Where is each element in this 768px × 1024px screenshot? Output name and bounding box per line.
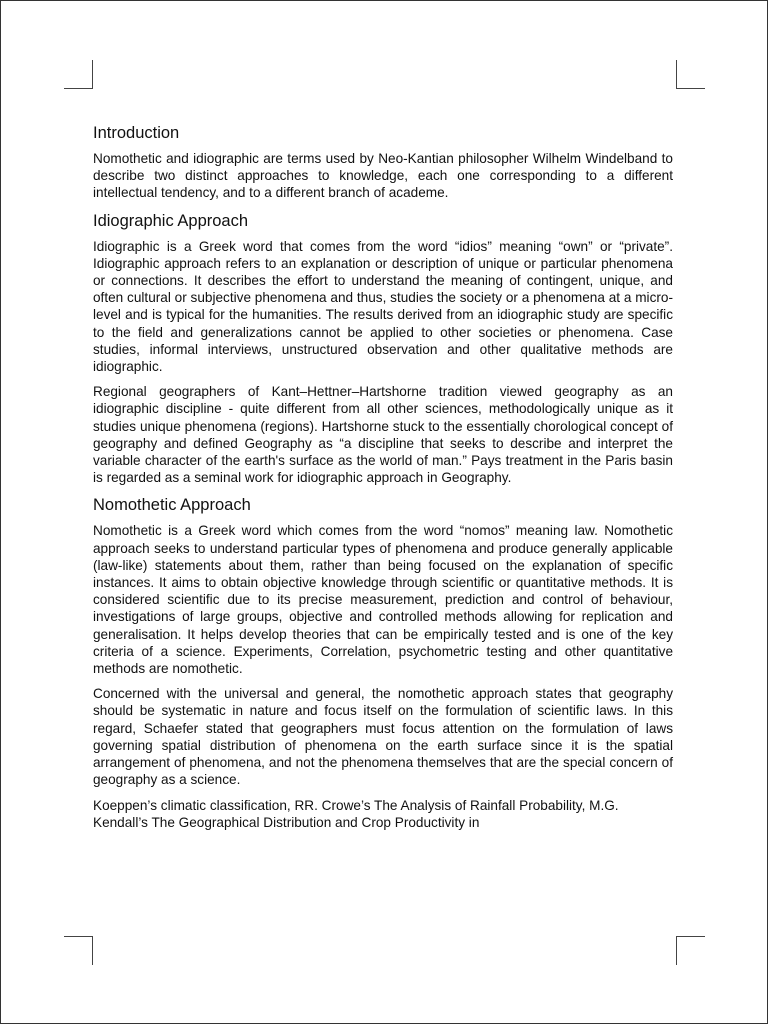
crop-mark-top-right [676, 60, 705, 89]
paragraph: Nomothetic is a Greek word which comes from the word “nomos” meaning law. Nomothetic approach seeks to understand particular types of phenomena and produce generally applicable (law-like) statements about them, rather than being focused on the explanation of specific instances. It aims to obtain objective knowledge through scientific or quantitative methods. It is considered scientific due to its precise measurement, prediction and control of behaviour, investigations of large groups, objective and controlled methods allowing for replication and generalisation. It helps develop theories that can be empirically tested and is one of the key criteria of a science. Experiments, Correlation, psychometric testing and other quantitative methods are nomothetic. [93, 523, 673, 677]
document-body [93, 122, 673, 839]
paragraph: Nomothetic and idiographic are terms used by Neo-Kantian philosopher Wilhelm Windelband to describe two distinct approaches to knowledge, each one corresponding to a different intellectual tendency, and to a different branch of academe. [93, 151, 673, 201]
crop-mark-bottom-right [676, 936, 705, 965]
paragraph: Koeppen’s climatic classification, RR. Crowe’s The Analysis of Rainfall Probability, M.G. Kendall’s The Geographical Distribution and Crop Productivity in [93, 797, 619, 830]
section-heading-idiographic: Idiographic Approach [93, 211, 249, 230]
paragraph: Concerned with the universal and general, the nomothetic approach states that geography should be systematic in nature and focus itself on the formulation of scientific laws. In this regard, Schaefer stated that geographers must focus attention on the formulation of laws governing spatial distribution of phenomena on the earth surface since it is the spatial arrangement of phenomena, and not the phenomena themselves that are the special concern of geography as a science. [93, 686, 673, 788]
paragraph: Idiographic is a Greek word that comes from the word “idios” meaning “own” or “private”. Idiographic approach refers to an explanation or description of unique or particular phenomena or connections. It describes the effort to understand the meaning of contingent, unique, and often cultural or subjective phenomena and thus, studies the society or a phenomena at a micro-level and is typical for the humanities. The results derived from an idiographic study are specific to the field and generalizations cannot be applied to other societies or phenomena. Case studies, informal interviews, unstructured observation and other qualitative methods are idiographic. [93, 238, 673, 375]
crop-mark-bottom-left [64, 936, 93, 965]
section-heading-nomothetic: Nomothetic Approach [93, 496, 251, 515]
crop-mark-top-left [64, 60, 93, 89]
paragraph: Regional geographers of Kant–Hettner–Hartshorne tradition viewed geography as an idiographic discipline - quite different from all other sciences, methodologically unique as it studies unique phenomena (regions). Hartshorne stuck to the essentially chorological concept of geography and defined Geography as “a discipline that seeks to describe and interpret the variable character of the earth's surface as the world of man.” Pays treatment in the Paris basin is regarded as a seminal work for idiographic approach in Geography. [93, 384, 673, 486]
section-heading-introduction: Introduction [93, 124, 180, 142]
